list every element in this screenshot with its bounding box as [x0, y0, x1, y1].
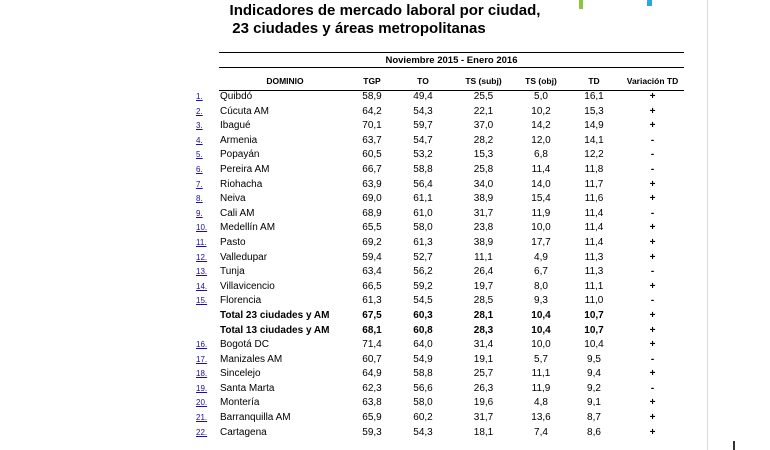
header-td: TD — [588, 76, 600, 86]
cell-variacion: + — [649, 426, 656, 438]
table-row — [196, 367, 684, 382]
cell-num — [196, 367, 220, 382]
table-row — [196, 396, 684, 411]
row-number-link[interactable]: 12. — [196, 252, 208, 262]
cell-tgp: 67,5 — [362, 309, 382, 321]
period-label: Noviembre 2015 - Enero 2016 — [219, 52, 684, 67]
cell-tgp: 63,8 — [362, 397, 382, 409]
cell-ts-obj: 11,1 — [531, 368, 551, 380]
cell-td: 11,0 — [584, 295, 604, 307]
cell-ts-obj: 10,0 — [531, 339, 551, 351]
table-total-row — [196, 324, 684, 339]
cell-variacion: - — [650, 163, 655, 175]
cell-num — [196, 426, 220, 441]
cell-dominio: Montería — [220, 397, 260, 409]
header-to: TO — [417, 76, 429, 86]
cell-ts-subj: 31,4 — [473, 339, 494, 351]
row-number-link[interactable]: 17. — [196, 354, 208, 364]
cell-variacion: - — [650, 353, 655, 365]
table-row — [196, 207, 684, 222]
row-number-link[interactable]: 19. — [196, 383, 208, 393]
row-number-link[interactable]: 21. — [196, 413, 208, 423]
table-row — [196, 338, 684, 353]
cell-variacion: - — [650, 134, 655, 146]
cell-tgp: 58,9 — [362, 91, 382, 102]
cell-td: 9,2 — [587, 382, 601, 394]
cell-ts-obj: 8,0 — [534, 280, 548, 292]
cell-dominio: Ibagué — [220, 120, 251, 132]
cell-ts-subj: 38,9 — [473, 193, 494, 205]
row-number-link[interactable]: 15. — [196, 296, 208, 306]
cell-dominio: Armenia — [220, 134, 258, 146]
cell-num — [196, 134, 220, 149]
cell-td: 16,1 — [584, 91, 604, 102]
cell-tgp: 65,5 — [362, 222, 382, 234]
cell-ts-obj: 17,7 — [531, 236, 551, 248]
cell-dominio: Medellín AM — [220, 222, 276, 234]
cell-ts-subj: 26,3 — [473, 382, 494, 394]
cell-ts-subj: 26,4 — [473, 266, 494, 278]
cell-variacion: - — [650, 207, 655, 219]
cell-tgp: 63,9 — [362, 178, 382, 190]
cell-ts-subj: 25,7 — [473, 368, 494, 380]
cell-num — [196, 251, 220, 266]
cell-dominio: Cartagena — [220, 426, 267, 438]
cell-tgp: 60,5 — [362, 149, 382, 161]
cell-variacion: + — [649, 339, 656, 351]
cell-variacion: + — [649, 397, 656, 409]
header-dominio: DOMINIO — [266, 76, 304, 86]
cell-ts-subj: 25,5 — [473, 91, 494, 102]
cell-dominio: Santa Marta — [220, 382, 275, 394]
cell-td: 11,4 — [584, 222, 604, 234]
cell-dominio: Cúcuta AM — [220, 105, 269, 117]
row-number-link[interactable]: 2. — [196, 106, 203, 116]
table-row — [196, 221, 684, 236]
page-title: Indicadores de mercado laboral por ciudad, — [229, 2, 541, 19]
cell-td: 11,1 — [584, 280, 604, 292]
cell-dominio: Total 13 ciudades y AM — [220, 324, 330, 336]
cell-variacion: + — [649, 105, 656, 117]
cell-num — [196, 207, 220, 222]
cell-num — [196, 338, 220, 353]
cell-ts-obj: 5,0 — [534, 91, 548, 102]
cell-to: 60,3 — [413, 309, 433, 321]
cell-td: 11,4 — [584, 236, 604, 248]
cell-variacion: + — [649, 120, 656, 132]
table-row — [196, 411, 684, 426]
cell-td: 11,6 — [584, 193, 604, 205]
header-bottom-rule — [219, 90, 684, 91]
cell-num — [196, 90, 220, 105]
header-tgp: TGP — [363, 76, 381, 86]
cell-to: 58,8 — [413, 368, 433, 380]
header-variacion: Variación TD — [626, 76, 679, 86]
table-row — [196, 382, 684, 397]
cell-ts-subj: 28,5 — [473, 295, 494, 307]
cell-variacion: - — [650, 149, 655, 161]
cell-td: 9,4 — [587, 368, 601, 380]
cell-dominio: Valledupar — [220, 251, 268, 263]
cell-td: 11,7 — [584, 178, 604, 190]
cell-num — [196, 396, 220, 411]
cell-to: 58,0 — [413, 222, 433, 234]
table-row — [196, 192, 684, 207]
row-number-link[interactable]: 3. — [196, 121, 203, 131]
cell-dominio: Florencia — [220, 295, 262, 307]
cell-ts-subj: 31,7 — [473, 412, 494, 424]
row-number-link[interactable]: 9. — [196, 208, 203, 218]
cell-variacion: + — [649, 222, 656, 234]
cell-to: 60,8 — [413, 324, 433, 336]
cell-dominio: Cali AM — [220, 207, 255, 219]
cell-tgp: 61,3 — [362, 295, 382, 307]
row-number-link[interactable]: 6. — [196, 164, 203, 174]
cell-td: 11,3 — [584, 251, 604, 263]
cell-num — [196, 163, 220, 178]
cell-tgp: 59,4 — [362, 251, 382, 263]
cell-to: 58,8 — [413, 163, 433, 175]
cell-num — [196, 280, 220, 295]
cell-ts-subj: 11,1 — [474, 251, 493, 263]
table-total-row — [196, 309, 684, 324]
cell-td: 11,3 — [584, 266, 604, 278]
row-number-link[interactable]: 1. — [196, 92, 203, 101]
cell-ts-obj: 11,9 — [531, 207, 551, 219]
cell-ts-subj: 25,8 — [473, 163, 494, 175]
cell-tgp: 70,1 — [362, 120, 382, 132]
cell-dominio: Sincelejo — [220, 368, 261, 380]
cell-td: 15,3 — [584, 105, 604, 117]
cell-to: 54,9 — [413, 353, 433, 365]
cell-ts-obj: 5,7 — [534, 353, 548, 365]
cell-num — [196, 294, 220, 309]
cell-tgp: 59,3 — [362, 426, 382, 438]
cell-to: 56,2 — [413, 266, 433, 278]
cell-to: 61,1 — [413, 193, 433, 205]
cell-ts-subj: 19,6 — [473, 397, 494, 409]
cell-variacion: - — [650, 266, 655, 278]
cell-ts-obj: 12,0 — [531, 134, 551, 146]
cell-ts-obj: 6,8 — [534, 149, 548, 161]
cell-variacion: + — [649, 280, 656, 292]
cell-variacion: + — [649, 368, 656, 380]
cell-variacion: + — [649, 193, 656, 205]
row-number-link[interactable]: 4. — [196, 135, 203, 145]
cell-ts-obj: 15,4 — [531, 193, 551, 205]
cell-td: 10,7 — [584, 309, 604, 321]
table-header-row — [196, 72, 684, 90]
table-row — [196, 353, 684, 368]
cell-ts-subj: 23,8 — [473, 222, 494, 234]
row-number-link[interactable]: 18. — [196, 369, 208, 379]
cell-tgp: 65,9 — [362, 412, 382, 424]
cell-ts-subj: 28,2 — [473, 134, 494, 146]
cell-td: 14,9 — [584, 120, 604, 132]
cell-to: 49,4 — [413, 91, 433, 102]
row-number-link[interactable]: 7. — [196, 179, 203, 189]
cell-ts-subj: 34,0 — [473, 178, 494, 190]
cell-ts-obj: 6,7 — [534, 266, 548, 278]
table-row — [196, 105, 684, 120]
logo-accent-green — [579, 0, 583, 9]
cell-num — [196, 236, 220, 251]
cell-dominio: Tunja — [220, 266, 245, 278]
cell-num — [196, 324, 220, 339]
header-num — [196, 72, 220, 90]
cell-variacion: + — [649, 91, 656, 102]
cell-variacion: + — [649, 412, 656, 424]
cell-ts-obj: 13,6 — [531, 412, 551, 424]
cell-to: 59,7 — [413, 120, 433, 132]
cell-num — [196, 178, 220, 193]
cell-tgp: 60,7 — [362, 353, 382, 365]
cell-dominio: Pereira AM — [220, 163, 270, 175]
cell-to: 61,3 — [413, 236, 433, 248]
cell-variacion: + — [649, 251, 656, 263]
cell-num — [196, 411, 220, 426]
cell-ts-subj: 19,1 — [473, 353, 494, 365]
table-row — [196, 90, 684, 105]
cell-tgp: 66,7 — [362, 163, 382, 175]
cell-num — [196, 192, 220, 207]
cell-to: 64,0 — [413, 339, 433, 351]
table-row — [196, 163, 684, 178]
cell-dominio: Popayán — [220, 149, 260, 161]
table-row — [196, 280, 684, 295]
cell-variacion: + — [649, 324, 656, 336]
cell-variacion: - — [650, 295, 655, 307]
row-number-link[interactable]: 11. — [196, 237, 207, 247]
cell-ts-subj: 37,0 — [473, 120, 494, 132]
cell-tgp: 66,5 — [362, 280, 382, 292]
cell-dominio: Barranquilla AM — [220, 412, 291, 424]
cell-ts-obj: 11,9 — [531, 382, 551, 394]
cell-ts-obj: 10,4 — [531, 324, 551, 336]
cell-dominio: Villavicencio — [220, 280, 275, 292]
cell-to: 58,0 — [413, 397, 433, 409]
cell-tgp: 69,0 — [362, 193, 382, 205]
cell-ts-obj: 4,9 — [534, 251, 548, 263]
cell-ts-obj: 11,4 — [531, 163, 551, 175]
cell-tgp: 68,9 — [362, 207, 382, 219]
table-row — [196, 178, 684, 193]
cell-ts-subj: 31,7 — [473, 207, 494, 219]
row-number-link[interactable]: 16. — [196, 340, 208, 350]
page-edge-divider — [707, 0, 708, 450]
page-subtitle: 23 ciudades y áreas metropolitanas — [232, 20, 486, 37]
table-row — [196, 119, 684, 134]
table-row — [196, 294, 684, 309]
table-row — [196, 134, 684, 149]
cell-ts-obj: 10,4 — [531, 309, 551, 321]
cell-tgp: 63,7 — [362, 134, 382, 146]
cell-to: 54,7 — [413, 134, 433, 146]
cell-td: 10,4 — [584, 339, 604, 351]
cell-num — [196, 105, 220, 120]
cell-to: 53,2 — [413, 149, 433, 161]
cell-td: 8,6 — [587, 426, 601, 438]
cell-tgp: 63,4 — [362, 266, 382, 278]
cell-ts-subj: 28,1 — [473, 309, 494, 321]
cell-num — [196, 353, 220, 368]
cell-td: 14,1 — [584, 134, 604, 146]
row-number-link[interactable]: 5. — [196, 150, 203, 160]
cell-num — [196, 148, 220, 163]
cell-td: 12,2 — [584, 149, 604, 161]
cell-ts-obj: 14,2 — [531, 120, 551, 132]
cell-num — [196, 265, 220, 280]
cell-ts-obj: 10,2 — [531, 105, 551, 117]
row-number-link[interactable]: 22. — [196, 427, 208, 437]
cell-td: 11,8 — [584, 163, 604, 175]
cell-ts-subj: 18,1 — [473, 426, 494, 438]
cell-ts-subj: 28,3 — [473, 324, 494, 336]
cell-to: 61,0 — [413, 207, 433, 219]
table-row — [196, 251, 684, 266]
cell-to: 56,6 — [413, 382, 433, 394]
logo-accent-blue — [647, 0, 652, 6]
cell-ts-subj: 15,3 — [473, 149, 494, 161]
cell-ts-subj: 38,9 — [473, 236, 494, 248]
table-row — [196, 265, 684, 280]
cell-td: 9,5 — [587, 353, 601, 365]
cell-td: 8,7 — [587, 412, 601, 424]
cell-variacion: + — [649, 236, 656, 248]
cell-variacion: + — [649, 309, 656, 321]
cell-num — [196, 382, 220, 397]
cell-td: 10,7 — [584, 324, 604, 336]
cell-to: 56,4 — [413, 178, 433, 190]
cell-tgp: 64,9 — [362, 368, 382, 380]
row-number-link[interactable]: 8. — [196, 194, 203, 204]
cell-dominio: Bogotá DC — [220, 339, 269, 351]
cell-num — [196, 221, 220, 236]
page-edge-mark — [733, 441, 735, 450]
cell-ts-obj: 9,3 — [534, 295, 548, 307]
cell-dominio: Total 23 ciudades y AM — [220, 309, 330, 321]
cell-ts-subj: 22,1 — [473, 105, 494, 117]
header-ts-obj: TS (obj) — [525, 76, 557, 86]
table-row — [196, 148, 684, 163]
header-top-rule — [219, 67, 684, 68]
cell-tgp: 68,1 — [362, 324, 382, 336]
row-number-link[interactable]: 10. — [196, 223, 208, 233]
table-row — [196, 236, 684, 251]
cell-ts-obj: 10,0 — [531, 222, 551, 234]
cell-variacion: - — [650, 382, 655, 394]
header-ts-subj: TS (subj) — [465, 76, 502, 86]
cell-to: 60,2 — [413, 412, 433, 424]
cell-dominio: Riohacha — [220, 178, 263, 190]
cell-to: 59,2 — [413, 280, 433, 292]
cell-to: 54,3 — [413, 105, 433, 117]
labor-indicators-table — [196, 72, 684, 440]
row-number-link[interactable]: 20. — [196, 398, 208, 408]
cell-ts-obj: 4,8 — [534, 397, 548, 409]
cell-dominio: Quibdó — [220, 91, 253, 102]
table-row — [196, 426, 684, 441]
cell-td: 11,4 — [584, 207, 604, 219]
cell-dominio: Manizales AM — [220, 353, 283, 365]
cell-to: 52,7 — [413, 251, 433, 263]
cell-tgp: 71,4 — [362, 339, 382, 351]
cell-tgp: 62,3 — [362, 382, 382, 394]
cell-td: 9,1 — [587, 397, 601, 409]
cell-num — [196, 309, 220, 324]
row-number-link[interactable]: 13. — [196, 267, 208, 277]
cell-to: 54,5 — [413, 295, 433, 307]
cell-ts-obj: 14,0 — [531, 178, 551, 190]
cell-num — [196, 119, 220, 134]
cell-ts-obj: 7,4 — [534, 426, 548, 438]
cell-tgp: 64,2 — [362, 105, 382, 117]
cell-dominio: Pasto — [220, 236, 246, 248]
cell-tgp: 69,2 — [362, 236, 382, 248]
cell-ts-subj: 19,7 — [473, 280, 494, 292]
cell-variacion: + — [649, 178, 656, 190]
cell-to: 54,3 — [413, 426, 433, 438]
row-number-link[interactable]: 14. — [196, 281, 208, 291]
cell-dominio: Neiva — [220, 193, 246, 205]
